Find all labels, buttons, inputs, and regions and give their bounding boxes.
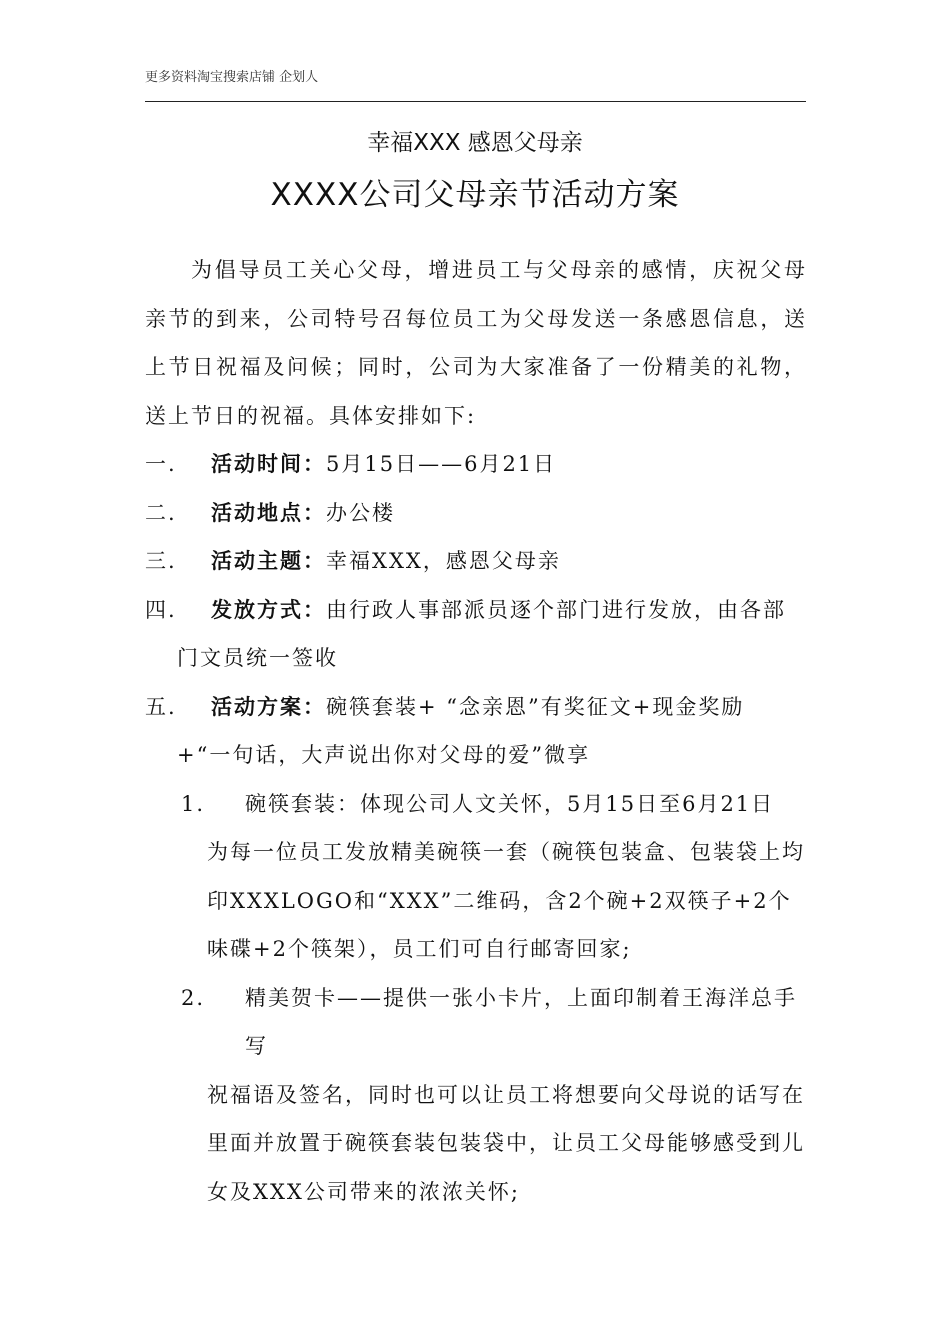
list-item-label: 发放方式： bbox=[211, 597, 326, 622]
sub-list-item-continuation: 祝福语及签名，同时也可以让员工将想要向父母说的话写在里面并放置于碗筷套装包装袋中，让员工父母能够感受到儿女及XXX公司带来的浓浓关怀; bbox=[207, 1082, 805, 1204]
sub-list-item-first-line: 碗筷套装：体现公司人文关怀，5月15日至6月21日 bbox=[245, 791, 775, 816]
list-item-label: 活动方案： bbox=[211, 694, 326, 719]
document-body bbox=[145, 246, 807, 1216]
sub-list-item-number: 1. bbox=[181, 791, 206, 816]
list-item-value: 碗筷套装+ “念亲恩”有奖征文+现金奖励 bbox=[326, 694, 745, 719]
list-item bbox=[145, 586, 807, 635]
list-item-value: 幸福XXX，感恩父母亲 bbox=[326, 549, 561, 573]
list-item-number: 三. bbox=[145, 549, 177, 573]
sub-list-item-continuation: 为每一位员工发放精美碗筷一套（碗筷包装盒、包装袋上均印XXXLOGO和“XXX”二维码，含2个碗+2双筷子+2个味碟+2个筷架），员工们可自行邮寄回家; bbox=[207, 840, 805, 961]
list-item bbox=[145, 683, 807, 732]
list-item-label: 活动主题： bbox=[211, 549, 326, 573]
document-title: XXXX公司父母亲节活动方案 bbox=[270, 177, 680, 213]
list-item bbox=[145, 440, 807, 489]
sub-list-item bbox=[145, 780, 807, 829]
list-item-value: 5月15日——6月21日 bbox=[326, 452, 557, 476]
sub-list-item bbox=[145, 974, 807, 1071]
page-header: 更多资料淘宝搜索店铺 企划人 bbox=[145, 70, 319, 85]
list-item-value: 办公楼 bbox=[326, 500, 395, 525]
document-subtitle: 幸福XXX 感恩父母亲 bbox=[367, 130, 583, 156]
list-item-label: 活动地点： bbox=[211, 500, 326, 525]
list-item-continuation: 门文员统一签收 bbox=[177, 646, 338, 670]
list-item bbox=[145, 489, 807, 538]
sub-list-item-first-line: 精美贺卡——提供一张小卡片，上面印制着王海洋总手写 bbox=[245, 985, 797, 1058]
list-item bbox=[145, 537, 807, 586]
list-item-value: 由行政人事部派员逐个部门进行发放，由各部 bbox=[326, 597, 786, 622]
header-divider bbox=[145, 101, 806, 102]
list-item-continuation: +“一句话，大声说出你对父母的爱”微享 bbox=[177, 743, 591, 767]
list-item-label: 活动时间： bbox=[211, 452, 326, 476]
list-item-number: 四. bbox=[145, 597, 177, 622]
list-item-number: 五. bbox=[145, 694, 177, 719]
list-item-number: 二. bbox=[145, 500, 177, 525]
list-item-number: 一. bbox=[145, 452, 177, 476]
sub-list-item-number: 2. bbox=[181, 985, 206, 1010]
intro-paragraph: 为倡导员工关心父母，增进员工与父母亲的感情，庆祝父母亲节的到来，公司特号召每位员工为父母发送一条感恩信息，送上节日祝福及问候；同时，公司为大家准备了一份精美的礼物，送上节日的祝福。具体安排如下: bbox=[145, 258, 807, 428]
